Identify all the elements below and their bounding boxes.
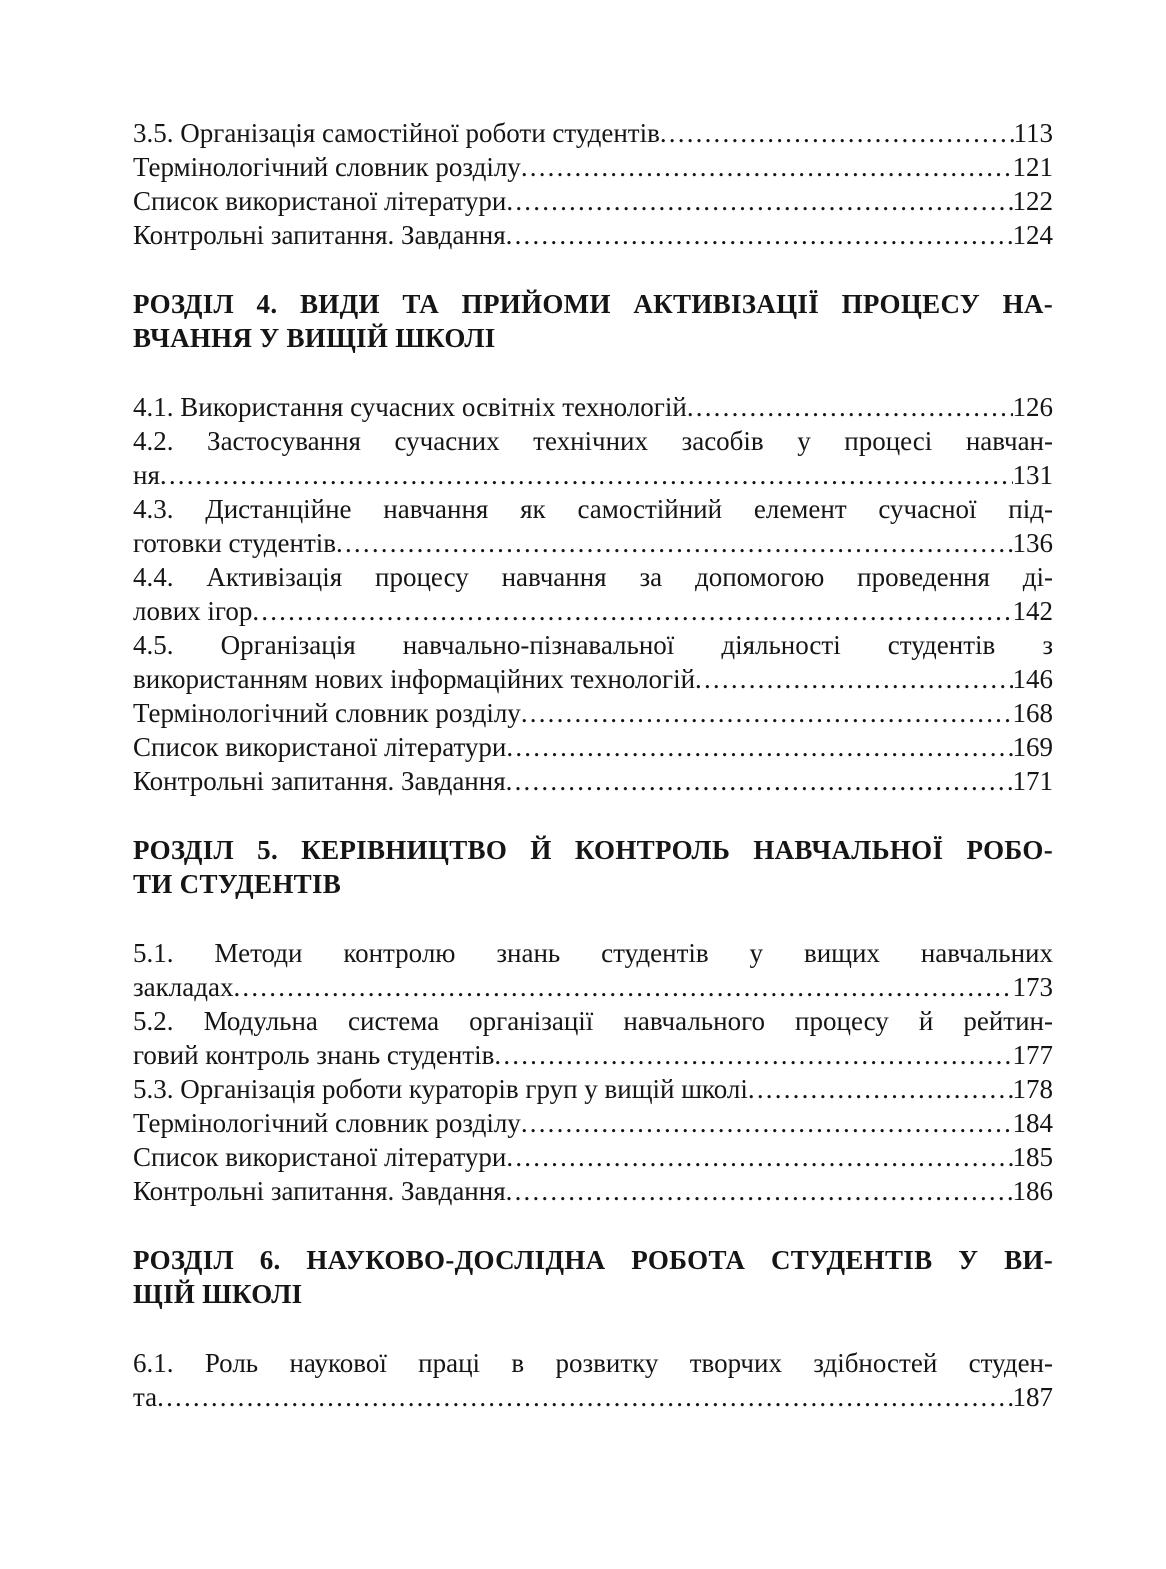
dot-leader bbox=[494, 1038, 1012, 1072]
dot-leader bbox=[506, 730, 1012, 764]
toc-entry-title: лових ігор bbox=[133, 596, 253, 626]
section-heading-line: РОЗДІЛ 5. КЕРІВНИЦТВО Й КОНТРОЛЬ НАВЧАЛЬНОЇ РОБО- bbox=[133, 835, 1053, 865]
toc-entry-title: Список використаної літератури bbox=[133, 1142, 507, 1172]
section-heading-line: РОЗДІЛ 4. ВИДИ ТА ПРИЙОМИ АКТИВІЗАЦІЇ ПРОЦЕСУ НА- bbox=[133, 289, 1053, 319]
section-heading-line: ТИ СТУДЕНТІВ bbox=[133, 869, 342, 899]
page-number: 113 bbox=[1013, 118, 1053, 148]
toc-entry-line bbox=[133, 526, 1053, 560]
toc-entry-title: Термінологічний словник розділу bbox=[133, 698, 521, 728]
section-heading-line: ВЧАННЯ У ВИЩІЙ ШКОЛІ bbox=[133, 323, 496, 353]
toc-entry-title: 5.3. Організація роботи кураторів груп у вищій школі bbox=[133, 1074, 748, 1104]
dot-leader bbox=[506, 764, 1013, 798]
toc-entry-title: готовки студентів bbox=[133, 528, 337, 558]
page-number: 168 bbox=[1012, 698, 1053, 728]
toc-entry-title: Контрольні запитання. Завдання bbox=[133, 1176, 506, 1206]
toc-entry-continuation: 5.2. Модульна система організації навчального процесу й рейтин- bbox=[133, 1006, 1053, 1036]
toc-entry-title: використанням нових інформаційних технологій bbox=[133, 664, 696, 694]
toc-entry-title: говий контроль знань студентів bbox=[133, 1040, 495, 1070]
toc-entry-title: ня bbox=[133, 460, 160, 490]
toc-entry-title: Термінологічний словник розділу bbox=[133, 152, 521, 182]
toc-entry-continuation: 4.2. Застосування сучасних технічних засобів у процесі навчан- bbox=[133, 426, 1053, 456]
toc-entry-title: Контрольні запитання. Завдання bbox=[133, 220, 506, 250]
table-of-contents bbox=[133, 116, 1053, 1414]
section-heading-line: РОЗДІЛ 6. НАУКОВО-ДОСЛІДНА РОБОТА СТУДЕНТІВ У ВИ- bbox=[133, 1245, 1053, 1275]
toc-entry-title: Список використаної літератури bbox=[133, 732, 507, 762]
toc-entry-continuation: 4.3. Дистанційне навчання як самостійний елемент сучасної під- bbox=[133, 494, 1053, 524]
dot-leader bbox=[506, 218, 1013, 252]
page-number: 184 bbox=[1012, 1108, 1053, 1138]
dot-leader bbox=[687, 390, 1013, 424]
toc-entry-continuation: 5.1. Методи контролю знань студентів у вищих навчальних bbox=[133, 938, 1053, 968]
page-number: 178 bbox=[1012, 1074, 1053, 1104]
toc-entry-title: закладах bbox=[133, 972, 234, 1002]
toc-entry-title: Контрольні запитання. Завдання bbox=[133, 766, 506, 796]
toc-entry-continuation: 6.1. Роль наукової праці в розвитку творчих здібностей студен- bbox=[133, 1348, 1053, 1378]
toc-entry-line bbox=[133, 662, 1053, 696]
toc-entry-line bbox=[133, 1072, 1053, 1106]
section-heading-line: ЩІЙ ШКОЛІ bbox=[133, 1279, 303, 1309]
toc-entry-title: Список використаної літератури bbox=[133, 186, 507, 216]
page-number: 124 bbox=[1012, 220, 1053, 250]
toc-entry-line bbox=[133, 150, 1053, 184]
toc-entry-line bbox=[133, 1140, 1053, 1174]
dot-leader bbox=[521, 150, 1013, 184]
dot-leader bbox=[233, 970, 1012, 1004]
dot-leader bbox=[336, 526, 1012, 560]
toc-entry-title: 3.5. Організація самостійної роботи студентів bbox=[133, 118, 660, 148]
page-number: 171 bbox=[1012, 766, 1053, 796]
toc-entry-line bbox=[133, 218, 1053, 252]
dot-leader bbox=[695, 662, 1012, 696]
toc-entry-line bbox=[133, 764, 1053, 798]
toc-entry-line bbox=[133, 970, 1053, 1004]
toc-entry-line bbox=[133, 390, 1053, 424]
page-number: 173 bbox=[1012, 972, 1053, 1002]
toc-entry-line bbox=[133, 594, 1053, 628]
page-number: 187 bbox=[1012, 1382, 1053, 1412]
page-number: 126 bbox=[1012, 392, 1053, 422]
dot-leader bbox=[506, 1140, 1012, 1174]
dot-leader bbox=[506, 1174, 1013, 1208]
toc-entry-title: Термінологічний словник розділу bbox=[133, 1108, 521, 1138]
dot-leader bbox=[660, 116, 1014, 150]
page-number: 121 bbox=[1012, 152, 1053, 182]
dot-leader bbox=[748, 1072, 1013, 1106]
page-number: 122 bbox=[1012, 186, 1053, 216]
toc-entry-line bbox=[133, 1038, 1053, 1072]
dot-leader bbox=[521, 1106, 1013, 1140]
toc-entry-line bbox=[133, 1380, 1053, 1414]
page-number: 185 bbox=[1012, 1142, 1053, 1172]
page-number: 146 bbox=[1012, 664, 1053, 694]
toc-entry-line bbox=[133, 1174, 1053, 1208]
dot-leader bbox=[506, 184, 1012, 218]
page-number: 142 bbox=[1012, 596, 1053, 626]
dot-leader bbox=[521, 696, 1013, 730]
toc-entry-continuation: 4.5. Організація навчально-пізнавальної діяльності студентів з bbox=[133, 630, 1053, 660]
toc-entry-line bbox=[133, 1106, 1053, 1140]
page-number: 186 bbox=[1012, 1176, 1053, 1206]
page-number: 169 bbox=[1012, 732, 1053, 762]
toc-entry-line bbox=[133, 116, 1053, 150]
dot-leader bbox=[252, 594, 1012, 628]
toc-entry-line bbox=[133, 730, 1053, 764]
page-number: 136 bbox=[1012, 528, 1053, 558]
dot-leader bbox=[157, 1380, 1012, 1414]
toc-entry-continuation: 4.4. Активізація процесу навчання за допомогою проведення ді- bbox=[133, 562, 1053, 592]
toc-entry-line bbox=[133, 696, 1053, 730]
toc-entry-line bbox=[133, 458, 1053, 492]
page-number: 131 bbox=[1012, 460, 1053, 490]
dot-leader bbox=[160, 458, 1013, 492]
page-number: 177 bbox=[1012, 1040, 1053, 1070]
toc-entry-line bbox=[133, 184, 1053, 218]
toc-entry-title: та bbox=[133, 1382, 158, 1412]
toc-entry-title: 4.1. Використання сучасних освітніх технологій bbox=[133, 392, 687, 422]
